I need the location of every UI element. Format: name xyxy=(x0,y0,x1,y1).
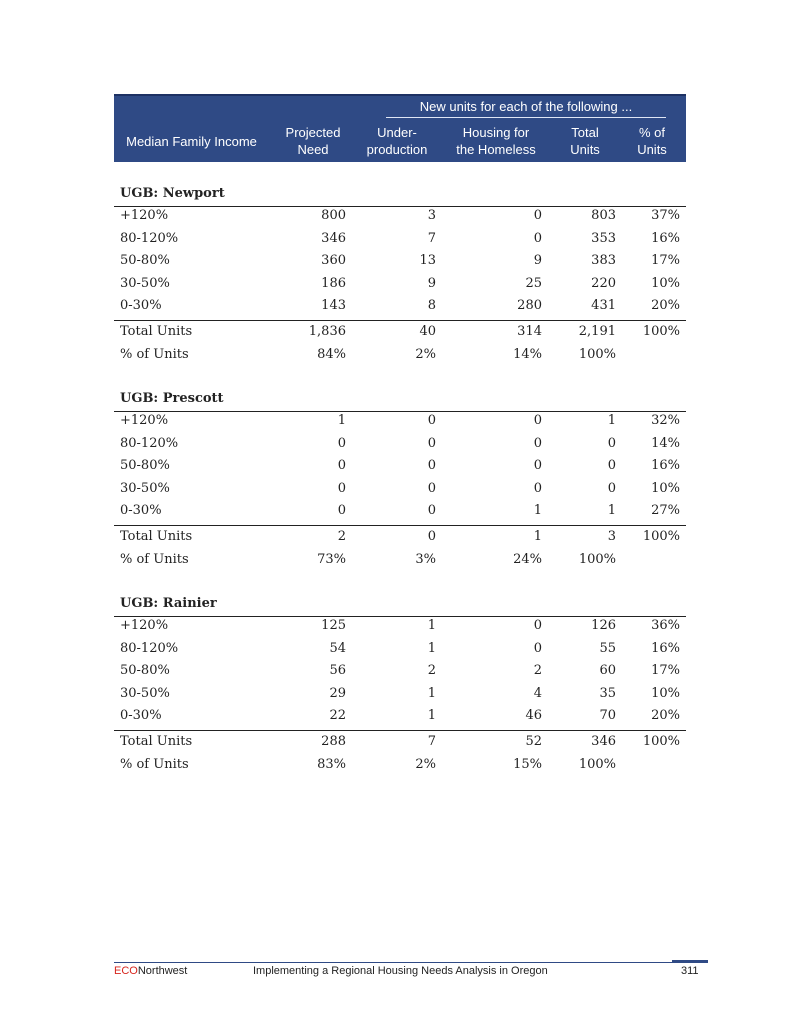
footer-rule xyxy=(114,962,708,963)
cell-total-units: 220 xyxy=(591,275,616,291)
cell-total-units: 353 xyxy=(591,230,616,246)
footer-rule-accent xyxy=(672,960,708,963)
cell-projected-need: 84% xyxy=(317,346,346,362)
total-rule xyxy=(114,525,686,526)
cell-label: 30-50% xyxy=(120,275,170,291)
cell-homeless: 0 xyxy=(533,208,542,223)
cell-projected-need: 346 xyxy=(321,230,346,246)
cell-underproduction: 0 xyxy=(427,413,436,428)
cell-pct-units: 100% xyxy=(642,733,680,749)
cell-total-units: 55 xyxy=(599,640,616,656)
cell-homeless: 2 xyxy=(533,663,542,678)
cell-label: 0-30% xyxy=(120,503,162,518)
table-row xyxy=(114,208,686,228)
cell-underproduction: 0 xyxy=(427,480,436,496)
table-row xyxy=(114,298,686,318)
column-group-rule xyxy=(386,117,666,118)
cell-total-units: 431 xyxy=(591,298,616,313)
cell-pct-units: 100% xyxy=(642,528,680,544)
cell-homeless: 280 xyxy=(517,298,542,313)
header-projected-need: Projected Need xyxy=(285,125,341,157)
cell-pct-units: 36% xyxy=(651,618,680,633)
cell-projected-need: 83% xyxy=(317,756,346,772)
total-rule xyxy=(114,320,686,321)
cell-total-units: 0 xyxy=(607,435,616,451)
cell-underproduction: 2% xyxy=(415,756,436,772)
footer-document-title: Implementing a Regional Housing Needs Analysis in Oregon xyxy=(253,965,548,977)
table-row xyxy=(114,686,686,706)
cell-projected-need: 0 xyxy=(337,458,346,473)
cell-projected-need: 0 xyxy=(337,503,346,518)
cell-underproduction: 0 xyxy=(427,458,436,473)
total-rule xyxy=(114,730,686,731)
cell-underproduction: 1 xyxy=(427,618,436,633)
cell-homeless: 14% xyxy=(513,346,542,362)
table-row xyxy=(114,231,686,251)
cell-total-units: 803 xyxy=(591,208,616,223)
cell-total-units: 70 xyxy=(599,708,616,723)
section-title: UGB: Prescott xyxy=(120,391,224,406)
cell-total-units: 1 xyxy=(607,413,616,428)
cell-pct-units: 100% xyxy=(642,323,680,339)
section-title-rule xyxy=(114,411,686,412)
cell-label: 50-80% xyxy=(120,458,170,473)
cell-total-units: 1 xyxy=(607,503,616,518)
cell-projected-need: 29 xyxy=(329,685,346,701)
total-row xyxy=(114,324,686,344)
cell-homeless: 0 xyxy=(533,435,542,451)
cell-pct-units: 17% xyxy=(651,663,680,678)
cell-underproduction: 0 xyxy=(427,528,436,544)
cell-projected-need: 800 xyxy=(321,208,346,223)
cell-label: 30-50% xyxy=(120,480,170,496)
header-total-units: Total Units xyxy=(570,125,600,157)
cell-homeless: 52 xyxy=(525,733,542,749)
cell-total-units: 35 xyxy=(599,685,616,701)
table-row xyxy=(114,436,686,456)
cell-projected-need: 360 xyxy=(321,253,346,268)
header-housing-homeless: Housing for the Homeless xyxy=(456,125,536,157)
header-underproduction: Under- production xyxy=(366,125,428,157)
cell-pct-units: 27% xyxy=(651,503,680,518)
table-row xyxy=(114,253,686,273)
section-title-rule xyxy=(114,616,686,617)
percent-row xyxy=(114,552,686,572)
cell-pct-units: 37% xyxy=(651,208,680,223)
footer-brand-suffix: Northwest xyxy=(137,965,188,977)
cell-underproduction: 0 xyxy=(427,503,436,518)
cell-projected-need: 22 xyxy=(329,708,346,723)
cell-label: +120% xyxy=(120,618,169,633)
cell-pct-units: 14% xyxy=(651,435,680,451)
cell-homeless: 0 xyxy=(533,640,542,656)
cell-projected-need: 143 xyxy=(321,298,346,313)
cell-projected-need: 0 xyxy=(337,435,346,451)
table-row xyxy=(114,618,686,638)
cell-label: Total Units xyxy=(120,323,193,339)
cell-homeless: 0 xyxy=(533,230,542,246)
cell-projected-need: 1,836 xyxy=(308,323,346,339)
cell-label: 80-120% xyxy=(120,435,179,451)
table-row xyxy=(114,663,686,683)
total-row xyxy=(114,734,686,754)
cell-label: +120% xyxy=(120,208,169,223)
cell-homeless: 0 xyxy=(533,618,542,633)
cell-total-units: 346 xyxy=(591,733,616,749)
cell-projected-need: 73% xyxy=(317,551,346,567)
cell-label: % of Units xyxy=(120,756,189,772)
cell-underproduction: 0 xyxy=(427,435,436,451)
page-number: 311 xyxy=(681,965,699,977)
cell-homeless: 9 xyxy=(533,253,542,268)
cell-homeless: 0 xyxy=(533,413,542,428)
cell-underproduction: 7 xyxy=(427,230,436,246)
cell-underproduction: 8 xyxy=(427,298,436,313)
cell-total-units: 100% xyxy=(578,756,616,772)
cell-underproduction: 40 xyxy=(419,323,436,339)
cell-pct-units: 10% xyxy=(651,275,680,291)
footer-brand-prefix: ECO xyxy=(114,965,138,977)
header-pct-units: % of Units xyxy=(637,125,667,157)
cell-projected-need: 0 xyxy=(337,480,346,496)
table-row xyxy=(114,481,686,501)
cell-homeless: 1 xyxy=(533,503,542,518)
cell-projected-need: 1 xyxy=(337,413,346,428)
cell-underproduction: 1 xyxy=(427,640,436,656)
cell-projected-need: 54 xyxy=(329,640,346,656)
total-row xyxy=(114,529,686,549)
cell-homeless: 4 xyxy=(533,685,542,701)
percent-row xyxy=(114,757,686,777)
cell-underproduction: 9 xyxy=(427,275,436,291)
table-row xyxy=(114,503,686,523)
cell-homeless: 24% xyxy=(513,551,542,567)
cell-total-units: 383 xyxy=(591,253,616,268)
cell-label: 50-80% xyxy=(120,663,170,678)
cell-underproduction: 13 xyxy=(419,253,436,268)
ugb-section xyxy=(114,186,686,376)
cell-homeless: 46 xyxy=(525,708,542,723)
cell-homeless: 0 xyxy=(533,458,542,473)
cell-label: 80-120% xyxy=(120,640,179,656)
cell-label: 30-50% xyxy=(120,685,170,701)
cell-underproduction: 2% xyxy=(415,346,436,362)
cell-label: % of Units xyxy=(120,346,189,362)
cell-label: +120% xyxy=(120,413,169,428)
cell-homeless: 1 xyxy=(533,528,542,544)
section-title: UGB: Rainier xyxy=(120,596,217,611)
cell-underproduction: 1 xyxy=(427,708,436,723)
cell-label: 50-80% xyxy=(120,253,170,268)
cell-total-units: 100% xyxy=(578,346,616,362)
cell-pct-units: 10% xyxy=(651,685,680,701)
cell-total-units: 126 xyxy=(591,618,616,633)
cell-homeless: 15% xyxy=(513,756,542,772)
cell-total-units: 0 xyxy=(607,480,616,496)
footer-brand xyxy=(114,965,187,977)
cell-label: Total Units xyxy=(120,733,193,749)
cell-pct-units: 20% xyxy=(651,298,680,313)
cell-total-units: 100% xyxy=(578,551,616,567)
section-title-rule xyxy=(114,206,686,207)
cell-homeless: 25 xyxy=(525,275,542,291)
table-row xyxy=(114,458,686,478)
cell-pct-units: 16% xyxy=(651,230,680,246)
header-median-family-income: Median Family Income xyxy=(126,134,257,149)
cell-projected-need: 125 xyxy=(321,618,346,633)
cell-pct-units: 17% xyxy=(651,253,680,268)
cell-pct-units: 16% xyxy=(651,458,680,473)
cell-underproduction: 3 xyxy=(427,208,436,223)
percent-row xyxy=(114,347,686,367)
cell-label: 0-30% xyxy=(120,298,162,313)
cell-pct-units: 16% xyxy=(651,640,680,656)
cell-total-units: 2,191 xyxy=(578,323,616,339)
cell-label: % of Units xyxy=(120,551,189,567)
cell-pct-units: 20% xyxy=(651,708,680,723)
cell-label: 80-120% xyxy=(120,230,179,246)
cell-total-units: 3 xyxy=(607,528,616,544)
cell-pct-units: 32% xyxy=(651,413,680,428)
ugb-section xyxy=(114,391,686,581)
cell-label: 0-30% xyxy=(120,708,162,723)
ugb-section xyxy=(114,596,686,786)
cell-pct-units: 10% xyxy=(651,480,680,496)
table-row xyxy=(114,641,686,661)
table-row xyxy=(114,276,686,296)
cell-label: Total Units xyxy=(120,528,193,544)
cell-total-units: 0 xyxy=(607,458,616,473)
cell-projected-need: 288 xyxy=(321,733,346,749)
section-title: UGB: Newport xyxy=(120,186,225,201)
cell-homeless: 314 xyxy=(517,323,542,339)
cell-underproduction: 7 xyxy=(427,733,436,749)
cell-total-units: 60 xyxy=(599,663,616,678)
table-row xyxy=(114,413,686,433)
cell-projected-need: 56 xyxy=(329,663,346,678)
cell-underproduction: 1 xyxy=(427,685,436,701)
cell-underproduction: 3% xyxy=(415,551,436,567)
cell-homeless: 0 xyxy=(533,480,542,496)
cell-projected-need: 2 xyxy=(337,528,346,544)
column-group-label: New units for each of the following ... xyxy=(419,99,633,114)
table-row xyxy=(114,708,686,728)
cell-projected-need: 186 xyxy=(321,275,346,291)
cell-underproduction: 2 xyxy=(427,663,436,678)
table-header xyxy=(114,94,686,162)
